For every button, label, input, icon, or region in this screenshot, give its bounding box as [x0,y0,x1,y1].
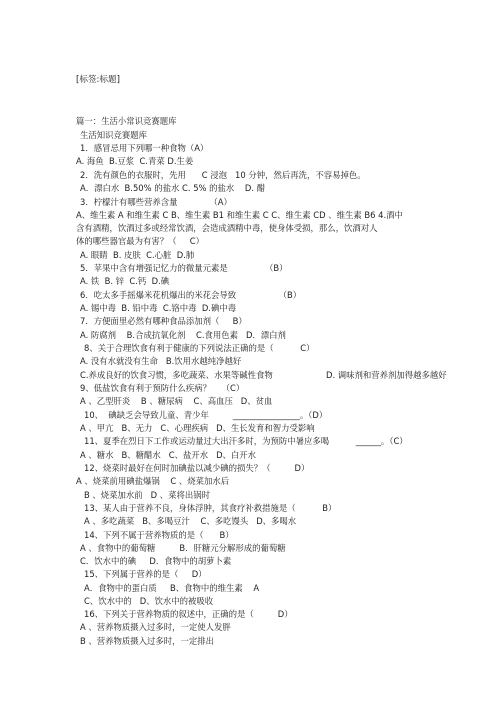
text-line: B 、营养物质摄入过多时，一定排出 [80,636,215,646]
text-line: 11、夏季在烈日下工作或运动量过大出汗多时，为预防中暑应多喝 ______。（C） [84,436,408,446]
text-line: 15、下列属于营养的是（ D） [84,569,207,579]
text-line: A 、营养物质摄入过多时，一定使人发胖 [80,622,231,632]
text-line: 体的哪些器官最为有害？（ C） [76,236,205,246]
text-line: 5．苹果中含有增强记忆力的微量元素是 （B） [80,263,288,273]
text-line: C、饮水中的 D、饮水中的被吸收 [84,596,214,606]
text-line: B 、烧菜加水前 D 、菜将出锅时 [84,490,211,500]
text-line: 6．吃太多手摇爆米花机爆出的米花会导致 （B） [80,290,302,300]
text-line: A．漂白水 B.50% 的盐水 C. 5% 的盐水 D. 醋 [80,183,266,193]
text-line: A. 铁 B. 锌 C.钙 D.碘 [80,276,170,286]
text-line: A 、甲亢 B、无力 C、心理疾病 D、生长发育和智力受影响 [80,423,315,433]
tag-line: [标签:标题] [76,75,120,85]
text-line: A. 锡中毒 B. 铅中毒 C.铬中毒 D.碘中毒 [80,303,237,313]
text-line: C．饮水中的碘 D．食物中的胡萝卜素 [80,556,232,566]
text-line: A 、多吃蔬菜 B、多喝豆汁 C、多吃馒头 D、多喝水 [84,516,297,526]
text-line: 13、某人由于营养不良，身体浮肿，其食疗补救措施是（ B） [84,503,337,513]
text-line: A．食物中的蛋白质 B、食物中的维生素 A [84,583,260,593]
text-line: 3．柠檬汁有哪些营养含量 （A） [80,197,232,207]
text-line: A. 眼睛 B. 皮肤 C.心脏 D.肺 [80,250,195,260]
text-line: A. 没有水就没有生命 B.饮用水越纯净越好 [80,356,242,366]
text-line: A 、乙型肝炎 B 、糖尿病 C、高血压 D、贫血 [80,396,273,406]
text-line: 8、关于合理饮食有利于健康的下列说法正确的是（ C） [84,343,315,353]
text-line: 1．感冒忌用下列哪一种食物（A） [80,143,209,153]
text-line: A 、糖水 B、糖醋水 C、盐开水 D、白开水 [80,450,257,460]
text-line: 9、低盐饮食有利于预防什么疾病？ （C） [80,383,245,393]
text-line: A 、烧菜前用碘盐爆锅 C 、烧菜加水后 [76,476,230,486]
text-line: 16、下列关于营养物质的叙述中，正确的是（ D） [84,609,293,619]
text-line: A. 防腐剂 B.合成抗氧化剂 C.食用色素 D．漂白剂 [80,330,286,340]
document-subheading: 生活知识竞赛题库 [80,130,147,140]
text-line: 7．方便面里必然有哪种食品添加剂（ B） [80,316,247,326]
text-line: 含有酒精，饮酒过多或经常饮酒，会造成酒精中毒，使身体受损，那么，饮酒对人 [76,223,378,233]
text-line: 12、烧菜时最好在何时加碘盐以减少碘的损失？（ D） [84,463,310,473]
text-line: A. 海鱼 B.豆浆 C.青菜 D.生姜 [76,156,194,166]
text-line: C.养成良好的饮食习惯，多吃蔬菜、水果等碱性食物 D. 调味剂和营养剂加得越多越好 [80,370,447,380]
text-line: A、维生素 A 和维生素 C B、维生素 B1 和维生素 C C、维生素 CD 、维生素 B6 4.酒中 [76,210,403,220]
text-line: 2．洗有颜色的衣服时，先用 C 浸泡 10 分钟，然后再洗，不容易掉色。 [80,170,366,180]
text-line: A 、食物中的葡萄糖 B．肝糖元分解形成的葡萄糖 [80,543,286,553]
text-line: 10、 碘缺乏会导致儿童、青少年 ________________。（D） [84,410,328,420]
text-line: 14、下列不属于营养物质的是（ B） [84,530,234,540]
document-heading: 篇一：生活小常识竞赛题库 [76,116,177,126]
